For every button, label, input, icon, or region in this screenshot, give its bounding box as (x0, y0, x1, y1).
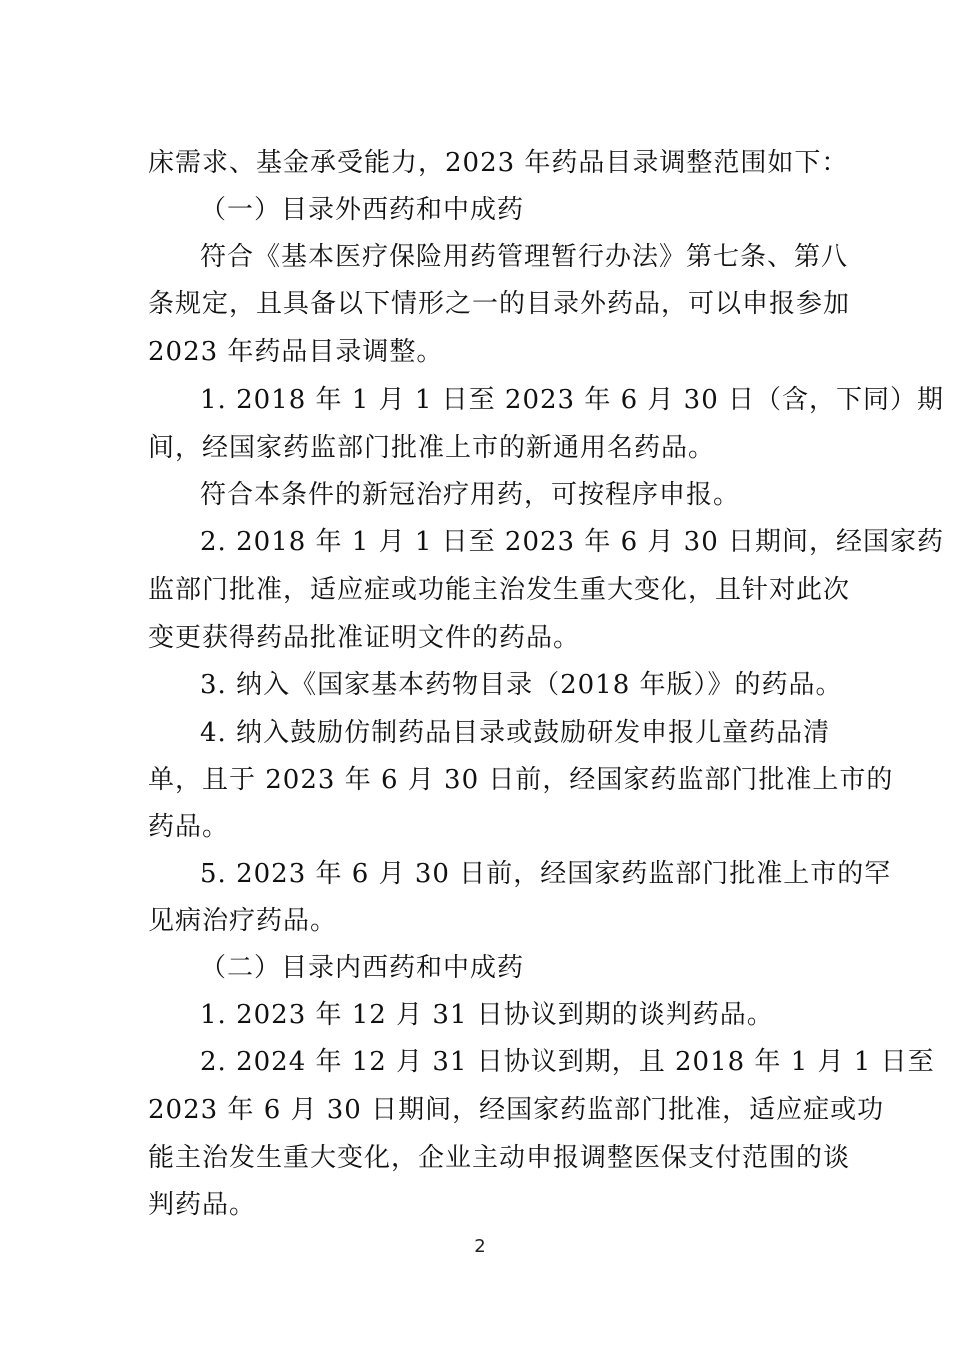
text-line: 监部门批准，适应症或功能主治发生重大变化，且针对此次 (148, 575, 851, 605)
text-line: 条规定，且具备以下情形之一的目录外药品，可以申报参加 (148, 289, 851, 319)
text-line: 判药品。 (148, 1190, 257, 1220)
list-item-line: 2. 2018 年 1 月 1 日至 2023 年 6 月 30 日期间，经国家药 (200, 527, 945, 557)
page-number: 2 (474, 1236, 486, 1257)
section-heading-2: （二）目录内西药和中成药 (200, 953, 525, 983)
list-item-line: 3. 纳入《国家基本药物目录（2018 年版）》的药品。 (200, 670, 843, 700)
text-line: 2023 年药品目录调整。 (148, 337, 444, 367)
text-line: 药品。 (148, 812, 230, 842)
text-line: 见病治疗药品。 (148, 906, 338, 936)
list-item-line: 1. 2018 年 1 月 1 日至 2023 年 6 月 30 日（含，下同）期 (200, 385, 945, 415)
text-line: 符合本条件的新冠治疗用药，可按程序申报。 (200, 480, 741, 510)
text-line: 2023 年 6 月 30 日期间，经国家药监部门批准，适应症或功 (148, 1095, 885, 1125)
list-item-line: 1. 2023 年 12 月 31 日协议到期的谈判药品。 (200, 1000, 774, 1030)
text-line: 床需求、基金承受能力，2023 年药品目录调整范围如下： (148, 148, 849, 178)
text-line: 间，经国家药监部门批准上市的新通用名药品。 (148, 433, 716, 463)
text-line: 单，且于 2023 年 6 月 30 日前，经国家药监部门批准上市的 (148, 765, 894, 795)
list-item-line: 5. 2023 年 6 月 30 日前，经国家药监部门批准上市的罕 (200, 859, 892, 889)
section-heading-1: （一）目录外西药和中成药 (200, 195, 525, 225)
list-item-line: 4. 纳入鼓励仿制药品目录或鼓励研发申报儿童药品清 (200, 718, 831, 748)
list-item-line: 2. 2024 年 12 月 31 日协议到期，且 2018 年 1 月 1 日至 (200, 1047, 935, 1077)
text-line: 能主治发生重大变化，企业主动申报调整医保支付范围的谈 (148, 1143, 851, 1173)
text-line: 符合《基本医疗保险用药管理暂行办法》第七条、第八 (200, 242, 849, 272)
text-line: 变更获得药品批准证明文件的药品。 (148, 623, 581, 653)
